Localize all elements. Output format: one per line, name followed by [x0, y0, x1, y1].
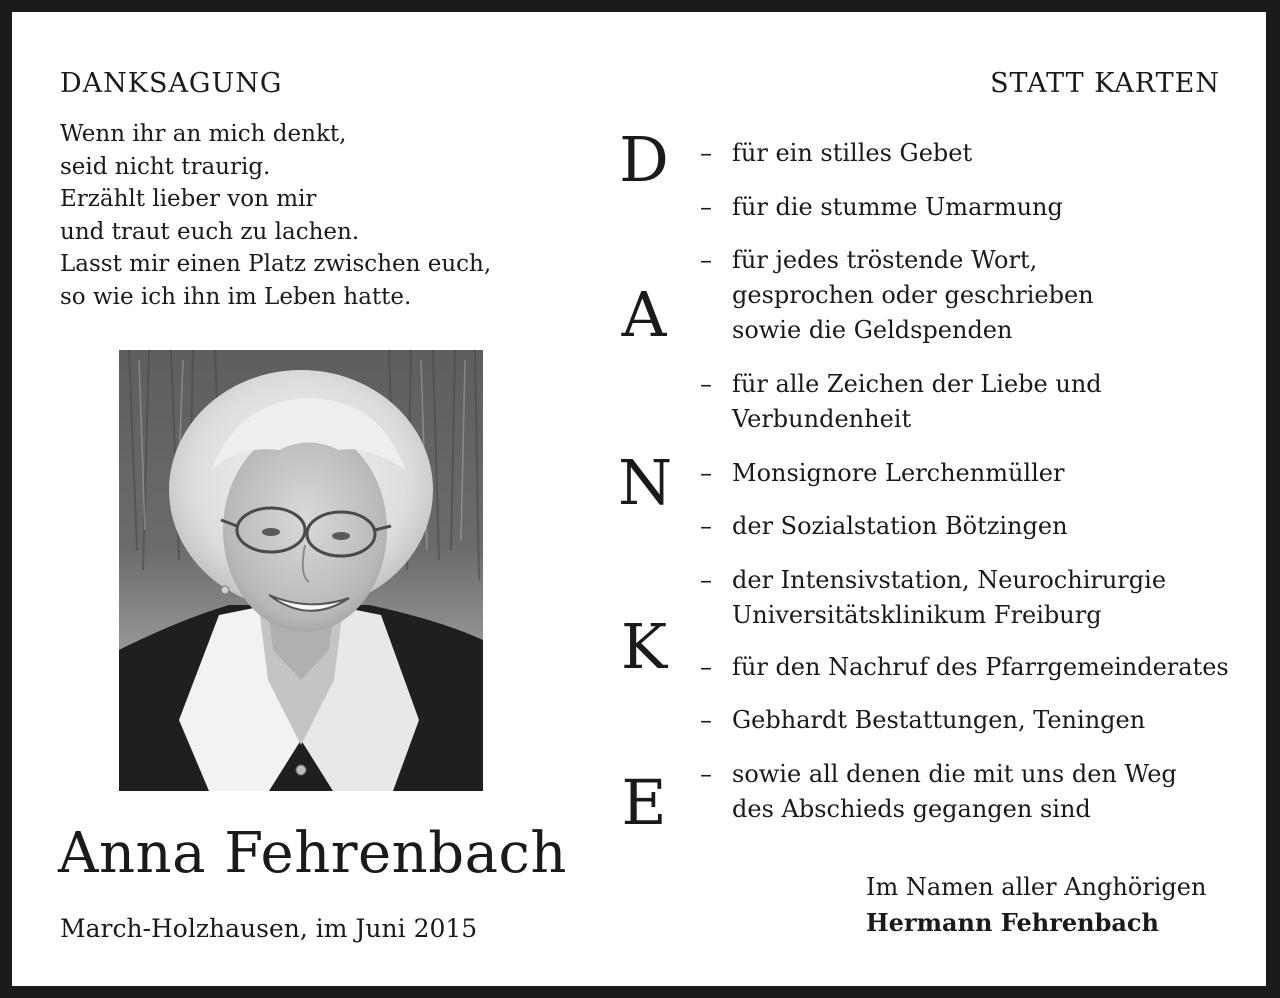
- thanks-line: für die stumme Umarmung: [732, 193, 1063, 221]
- poem-line: Wenn ihr an mich denkt,: [60, 121, 347, 147]
- poem-line: Lasst mir einen Platz zwischen euch,: [60, 251, 492, 277]
- thanks-line: Gebhardt Bestattungen, Teningen: [732, 706, 1146, 734]
- dash: –: [700, 459, 712, 487]
- acrostic-letter: E: [621, 766, 667, 839]
- thanks-line: Monsignore Lerchenmüller: [732, 459, 1065, 487]
- obituary-card: [12, 12, 1266, 986]
- thanks-item: [700, 243, 1240, 348]
- thanks-item: [700, 703, 1240, 738]
- thanks-line: für den Nachruf des Pfarrgemeinderates: [732, 653, 1229, 681]
- thanks-line: für jedes tröstende Wort,: [732, 246, 1038, 274]
- signature-line: Im Namen aller Anghörigen: [866, 873, 1207, 901]
- thanks-line: für alle Zeichen der Liebe und: [732, 370, 1102, 398]
- acrostic-letter: K: [620, 610, 668, 683]
- heading-danksagung: DANKSAGUNG: [60, 68, 283, 99]
- thanks-item: [700, 563, 1240, 633]
- dash: –: [700, 370, 712, 398]
- thanks-item: [700, 456, 1240, 491]
- dash: –: [700, 246, 712, 274]
- thanks-line: für ein stilles Gebet: [732, 139, 973, 167]
- thanks-item: [700, 509, 1240, 544]
- dash: –: [700, 193, 712, 221]
- dash: –: [700, 566, 712, 594]
- dash: –: [700, 706, 712, 734]
- acrostic-letter: D: [619, 123, 669, 196]
- thanks-line: Verbundenheit: [732, 405, 912, 433]
- dash: –: [700, 653, 712, 681]
- heading-statt-karten: STATT KARTEN: [990, 68, 1220, 99]
- thanks-line: gesprochen oder geschrieben: [732, 281, 1094, 309]
- acrostic-letter: A: [621, 278, 667, 351]
- thanks-line: sowie die Geldspenden: [732, 316, 1013, 344]
- thanks-line: sowie all denen die mit uns den Weg: [732, 760, 1177, 788]
- poem-line: so wie ich ihn im Leben hatte.: [60, 283, 412, 310]
- poem: [60, 118, 500, 313]
- thanks-item: [700, 367, 1240, 437]
- poem-line: seid nicht traurig.: [60, 153, 271, 180]
- signature-block: [866, 869, 1206, 941]
- dash: –: [700, 139, 712, 167]
- dash: –: [700, 512, 712, 540]
- thanks-line: des Abschieds gegangen sind: [732, 795, 1091, 823]
- place-date: March-Holzhausen, im Juni 2015: [60, 914, 478, 943]
- thanks-item: [700, 136, 1240, 171]
- thanks-line: der Intensivstation, Neurochirurgie: [732, 566, 1167, 594]
- acrostic-letter: N: [618, 446, 673, 519]
- poem-line: Erzählt lieber von mir: [60, 186, 317, 212]
- dash: –: [700, 760, 712, 788]
- thanks-line: Universitätsklinikum Freiburg: [732, 601, 1102, 629]
- signer-name: Hermann Fehrenbach: [866, 908, 1159, 937]
- deceased-name: Anna Fehrenbach: [58, 821, 567, 886]
- thanks-line: der Sozialstation Bötzingen: [732, 512, 1068, 540]
- thanks-item: [700, 757, 1240, 827]
- thanks-item: [700, 190, 1240, 225]
- thanks-item: [700, 650, 1240, 685]
- poem-line: und traut euch zu lachen.: [60, 218, 360, 245]
- portrait-photo: [119, 350, 483, 791]
